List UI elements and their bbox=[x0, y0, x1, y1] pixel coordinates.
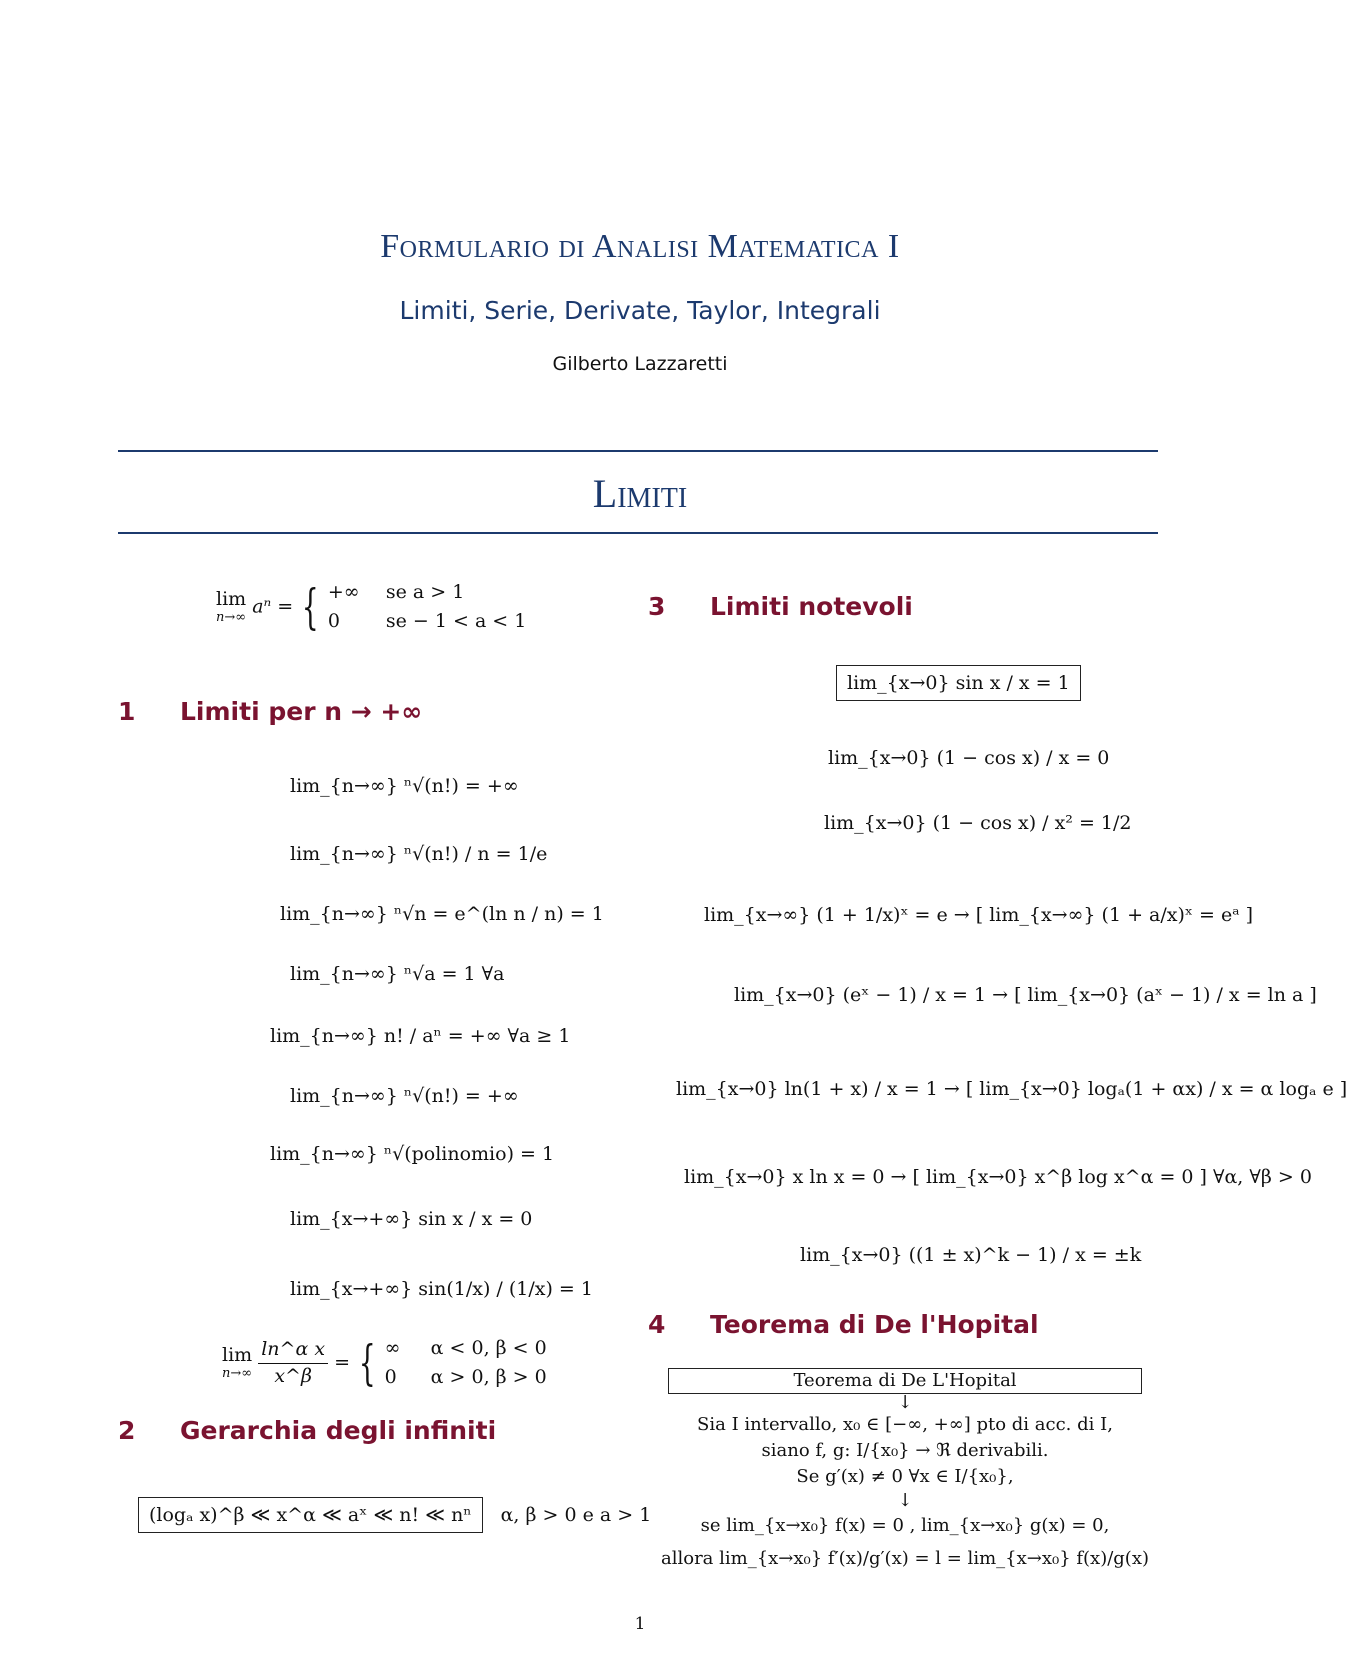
formula: lim_{n→∞} ⁿ√a = 1 ∀a bbox=[290, 963, 505, 985]
lim-label: lim bbox=[222, 1344, 253, 1367]
chapter-title: Limiti bbox=[592, 471, 688, 516]
document-subtitle: Limiti, Serie, Derivate, Taylor, Integrali bbox=[399, 296, 881, 325]
case-condition: se − 1 < a < 1 bbox=[385, 610, 527, 633]
intro-expression: aⁿ = bbox=[252, 595, 294, 618]
theorem-line: allora lim_{x→x₀} f′(x)/g′(x) = l = lim_{x→x₀} f(x)/g(x) bbox=[660, 1548, 1150, 1569]
lim-subscript: n→∞ bbox=[222, 1366, 253, 1382]
case-value: +∞ bbox=[327, 581, 360, 603]
formula-condition: α, β > 0 e a > 1 bbox=[500, 1504, 652, 1526]
boxed-formula: lim_{x→0} sin x / x = 1 bbox=[836, 665, 1081, 701]
formula: lim_{x→0} ln(1 + x) / x = 1 → [ lim_{x→0} logₐ(1 + αx) / x = α logₐ e ] bbox=[676, 1078, 1347, 1100]
brace: { bbox=[302, 579, 319, 636]
case-condition: se a > 1 bbox=[385, 581, 465, 603]
section-title: Teorema di De l'Hopital bbox=[710, 1310, 1039, 1339]
infinity-hierarchy bbox=[138, 1504, 651, 1526]
fraction bbox=[258, 1339, 328, 1388]
formula: lim_{x→0} (eˣ − 1) / x = 1 → [ lim_{x→0} (aˣ − 1) / x = ln a ] bbox=[734, 984, 1317, 1006]
formula: lim_{n→∞} n! / aⁿ = +∞ ∀a ≥ 1 bbox=[270, 1025, 571, 1047]
formula: lim_{x→+∞} sin(1/x) / (1/x) = 1 bbox=[290, 1278, 593, 1300]
cases bbox=[385, 1334, 547, 1393]
formula-log-power: lim n→∞ $\frac{\text{ln\textasciicircum{}α x}}{x\^{}\beta}$ = { ∞ α < 0, β < 0 0 α > 0, β > 0 bbox=[222, 1335, 547, 1392]
formula: lim_{x→+∞} sin x / x = 0 bbox=[290, 1208, 533, 1230]
formula: lim_{n→∞} ⁿ√(n!) / n = 1/e bbox=[290, 843, 548, 865]
intro-limit bbox=[216, 578, 526, 637]
section-heading-4 bbox=[648, 1310, 1039, 1339]
formula: lim_{x→0} (1 − cos x) / x² = 1/2 bbox=[824, 812, 1132, 834]
document-author: Gilberto Lazzaretti bbox=[552, 353, 728, 375]
case-condition: α > 0, β > 0 bbox=[430, 1366, 547, 1389]
section-number: 4 bbox=[648, 1310, 666, 1339]
case-condition: α < 0, β < 0 bbox=[430, 1337, 547, 1359]
boxed-formula: (logₐ x)^β ≪ x^α ≪ aˣ ≪ n! ≪ nⁿ bbox=[138, 1497, 483, 1533]
chapter-rule-top bbox=[118, 450, 1158, 452]
section-title: Limiti notevoli bbox=[710, 592, 913, 621]
theorem-line: se lim_{x→x₀} f(x) = 0 , lim_{x→x₀} g(x) = 0, bbox=[700, 1515, 1110, 1536]
formula: lim_{n→∞} ⁿ√n = e^(ln n / n) = 1 bbox=[280, 903, 604, 925]
formula: lim_{x→0} ((1 ± x)^k − 1) / x = ±k bbox=[800, 1244, 1142, 1266]
numerator: ln^α x bbox=[258, 1339, 328, 1364]
theorem-line: Se g′(x) ≠ 0 ∀x ∈ I/{x₀}, bbox=[796, 1466, 1014, 1487]
case-value: ∞ bbox=[384, 1337, 401, 1359]
formula: lim_{n→∞} ⁿ√(n!) = +∞ bbox=[290, 1085, 519, 1107]
lim-subscript: n→∞ bbox=[216, 610, 247, 626]
theorem-line: siano f, g: I/{x₀} → ℜ derivabili. bbox=[761, 1440, 1049, 1461]
down-arrow-icon: ↓ bbox=[897, 1490, 913, 1511]
section-number: 1 bbox=[118, 697, 136, 726]
formula: lim_{x→∞} (1 + 1/x)ˣ = e → [ lim_{x→∞} (1 + a/x)ˣ = eᵃ ] bbox=[704, 904, 1253, 926]
section-number: 2 bbox=[118, 1416, 136, 1445]
document-title: Formulario di Analisi Matematica I bbox=[380, 228, 900, 265]
denominator: x^β bbox=[274, 1364, 312, 1387]
section-title: Gerarchia degli infiniti bbox=[180, 1416, 497, 1445]
section-heading-1 bbox=[118, 697, 422, 726]
formula: lim_{x→0} (1 − cos x) / x = 0 bbox=[828, 747, 1110, 769]
page-number: 1 bbox=[634, 1614, 646, 1634]
brace: { bbox=[358, 1335, 376, 1392]
cases bbox=[328, 578, 527, 637]
theorem-box: Teorema di De L'Hopital bbox=[668, 1368, 1142, 1394]
down-arrow-icon: ↓ bbox=[897, 1392, 913, 1413]
formula-boxed bbox=[836, 672, 1081, 694]
formula: lim_{n→∞} ⁿ√(n!) = +∞ bbox=[290, 775, 519, 797]
chapter-rule-bottom bbox=[118, 532, 1158, 534]
case-value: 0 bbox=[327, 610, 340, 633]
theorem-line: Sia I intervallo, x₀ ∈ [−∞, +∞] pto di acc. di I, bbox=[697, 1414, 1113, 1435]
section-number: 3 bbox=[648, 592, 666, 621]
section-title: Limiti per n → +∞ bbox=[180, 697, 423, 726]
lim-label: lim bbox=[216, 588, 247, 611]
section-heading-2 bbox=[118, 1416, 496, 1445]
formula: lim_{x→0} x ln x = 0 → [ lim_{x→0} x^β log x^α = 0 ] ∀α, ∀β > 0 bbox=[684, 1166, 1312, 1188]
section-heading-3 bbox=[648, 592, 913, 621]
formula: lim_{n→∞} ⁿ√(polinomio) = 1 bbox=[270, 1143, 555, 1165]
case-value: 0 bbox=[384, 1366, 397, 1389]
